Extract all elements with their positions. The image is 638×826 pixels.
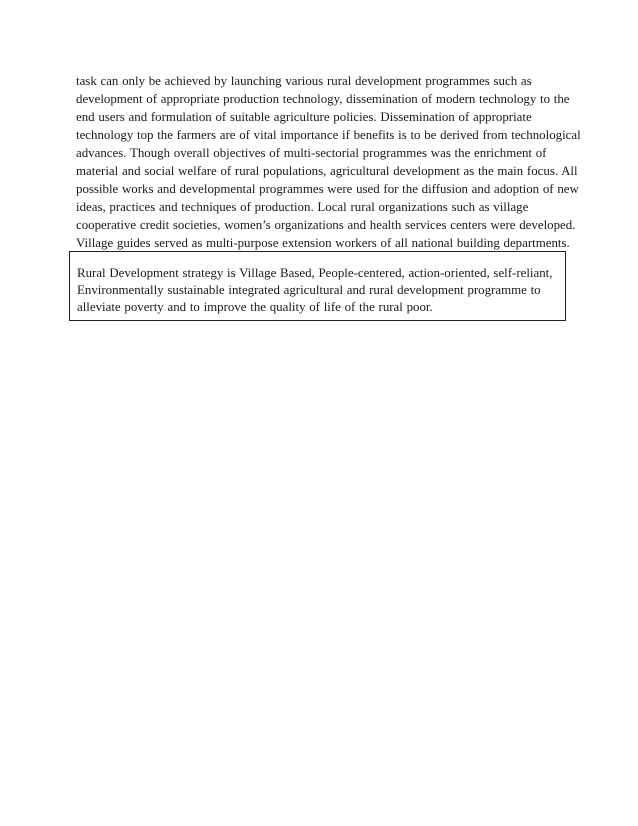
callout-line: Rural Development strategy is Village Based, People-centered, action-oriented, self-reliant, (77, 266, 553, 280)
body-line: cooperative credit societies, women’s organizations and health services centers were developed. (76, 218, 576, 232)
body-line: task can only be achieved by launching various rural development programmes such as (76, 74, 532, 88)
body-line: Village guides served as multi-purpose extension workers of all national building departments. (76, 236, 570, 250)
body-line: material and social welfare of rural populations, agricultural development as the main focus. All (76, 164, 578, 178)
callout-line: alleviate poverty and to improve the quality of life of the rural poor. (77, 300, 433, 314)
body-line: possible works and developmental programmes were used for the diffusion and adoption of new (76, 182, 579, 196)
body-line: technology top the farmers are of vital importance if benefits is to be derived from technological (76, 128, 581, 142)
body-paragraph (76, 72, 581, 252)
callout-line: Environmentally sustainable integrated agricultural and rural development programme to (77, 283, 541, 297)
body-line: development of appropriate production technology, dissemination of modern technology to the (76, 92, 570, 106)
body-line: advances. Though overall objectives of multi-sectorial programmes was the enrichment of (76, 146, 547, 160)
body-line: end users and formulation of suitable agriculture policies. Dissemination of appropriate (76, 110, 532, 124)
strategy-callout-box (69, 251, 566, 321)
body-line: ideas, practices and techniques of production. Local rural organizations such as village (76, 200, 529, 214)
